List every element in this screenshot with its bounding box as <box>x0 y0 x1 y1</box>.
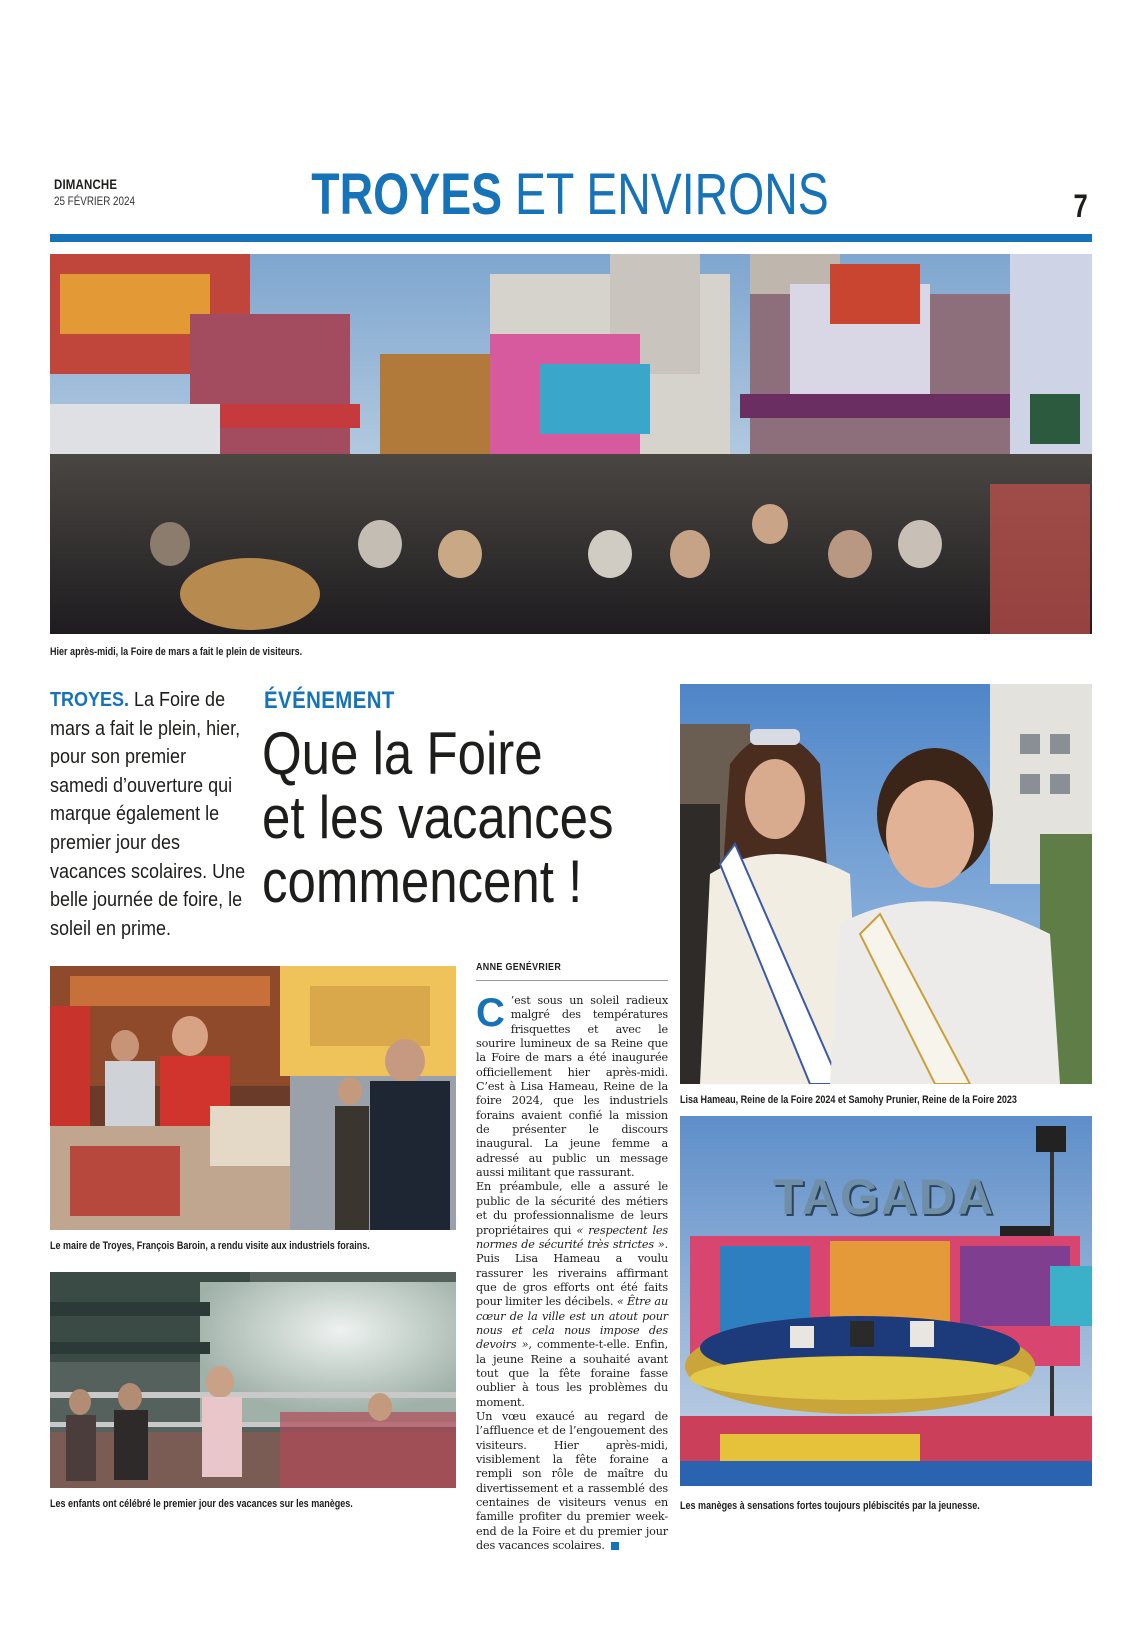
main-photo-fair-crowd <box>50 254 1092 634</box>
edition-day: DIMANCHE <box>54 176 118 192</box>
article-byline: ANNE GENÉVRIER <box>476 961 562 973</box>
paragraph-2-text-b: . Puis Lisa Hameau a voulu rassurer les riverains affirmant que de gros efforts ont été faits pour limiter les décibels. <box>476 1237 668 1309</box>
paragraph-2-text-c: , commente-t-elle. Enfin, la jeune Reine a souhaité avant tout que la fête foraine fasse oublier à tous les problèmes du moment. <box>476 1338 668 1409</box>
children-photo-caption: Les enfants ont célébré le premier jour des vacances sur les manèges. <box>50 1498 353 1510</box>
page-number: 7 <box>1073 188 1088 224</box>
photo-fair-queens <box>680 684 1092 1084</box>
paragraph-2-text-a: En préambule, elle a assuré le public de la sécurité des métiers et du professionnalisme de leurs propriétaires qui <box>476 1180 668 1237</box>
tagada-photo-caption: Les manèges à sensations fortes toujours plébiscités par la jeunesse. <box>680 1500 980 1512</box>
byline-rule <box>476 980 668 981</box>
paragraph-2-quote-1: « respectent les normes de sécurité très strictes » <box>476 1223 668 1251</box>
dropcap-letter: C <box>476 991 505 1035</box>
article-chapeau <box>50 686 246 943</box>
photo-children-rides <box>50 1272 456 1488</box>
headline-line-3: commencent ! <box>262 848 583 915</box>
paragraph-1-text: ’est sous un soleil radieux malgré des températures frisquettes et avec le sourire lumineux de sa Reine que la Foire de mars a été inaugurée officiellement hier après-midi. C’est à Lisa Hameau, Reine de la foire 2024, que les industriels forains avaient confié la mission de présenter le discours inaugural. La jeune femme a adressé au public un message aussi militant que rassurant. <box>476 994 668 1180</box>
headline-line-1: Que la Foire <box>262 720 543 787</box>
photo-mayor-visit <box>50 966 456 1230</box>
article-rubrique: ÉVÉNEMENT <box>264 687 395 714</box>
queens-photo-caption: Lisa Hameau, Reine de la Foire 2024 et Samohy Prunier, Reine de la Foire 2023 <box>680 1094 1017 1106</box>
section-title-light: ET ENVIRONS <box>515 162 829 227</box>
section-title-bold: TROYES <box>311 162 503 227</box>
article-headline <box>262 722 619 914</box>
main-photo-caption: Hier après-midi, la Foire de mars a fait le plein de visiteurs. <box>50 646 303 658</box>
edition-date: 25 FÉVRIER 2024 <box>54 194 135 208</box>
chapeau-kicker: TROYES. <box>50 689 130 711</box>
article-body <box>476 991 668 1553</box>
photo-tagada-ride <box>680 1116 1092 1486</box>
section-masthead <box>114 162 1026 227</box>
header-rule <box>50 234 1092 242</box>
headline-line-2: et les vacances <box>262 784 614 851</box>
paragraph-2-quote-2: « Être au cœur de la ville est un atout pour nous et cela nous impose des devoirs » <box>476 1295 668 1352</box>
chapeau-text: La Foire de mars a fait le plein, hier, pour son premier samedi d’ouverture qui marque également le premier jour des vacances scolaires. Une belle journée de foire, le soleil en prime. <box>50 689 246 940</box>
tagada-sign: TAGADA <box>772 1169 996 1225</box>
paragraph-3-text: Un vœu exaucé au regard de l’affluence et de l’engouement des visiteurs. Hier après-midi, visiblement la fête foraine a rempli son rôle de maître du divertissement et a rassemblé des centaines de visiteurs venus en famille profiter du premier week-end de la Foire et du premier jour des vacances scolaires. <box>476 1409 668 1553</box>
article-paragraph-2 <box>476 1180 668 1410</box>
article-paragraph-3 <box>476 1410 668 1553</box>
mayor-photo-caption: Le maire de Troyes, François Baroin, a rendu visite aux industriels forains. <box>50 1240 370 1252</box>
article-paragraph-1 <box>476 991 668 1180</box>
end-of-article-mark <box>611 1542 619 1550</box>
